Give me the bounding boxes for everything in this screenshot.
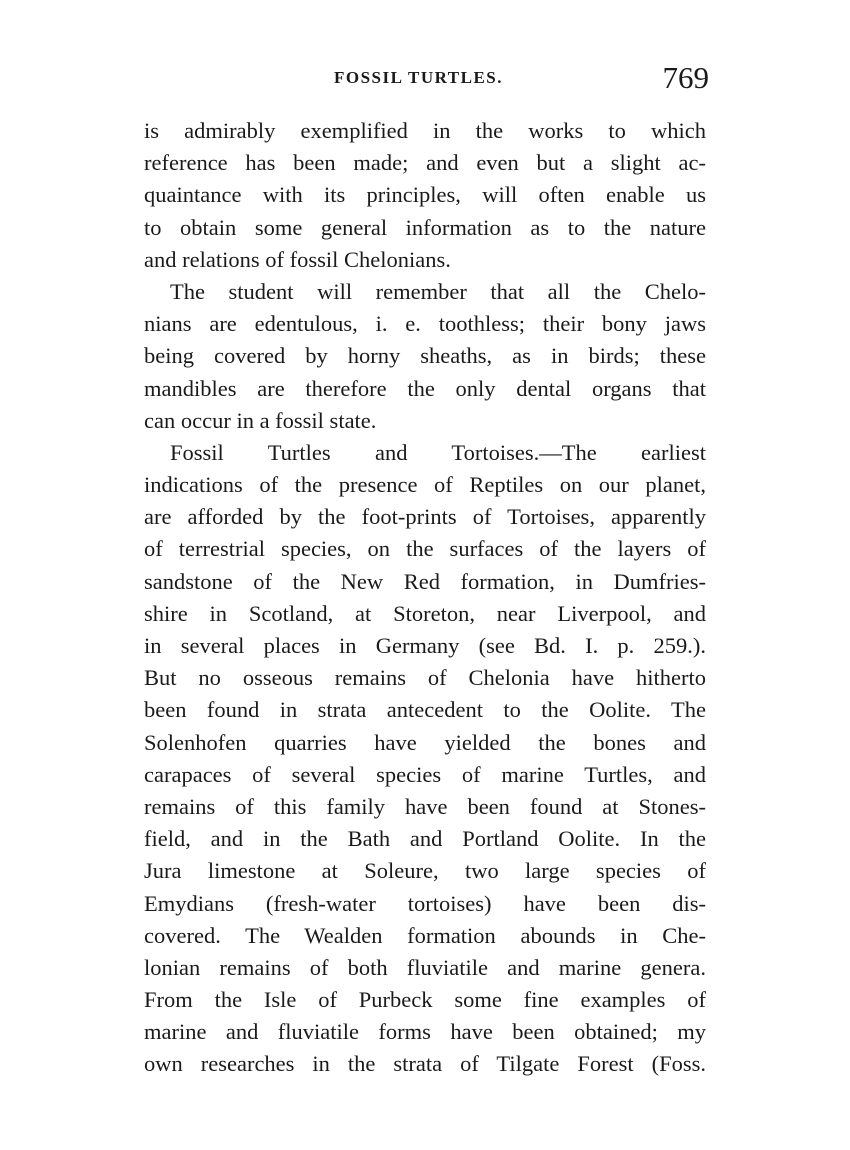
text-line: mandibles are therefore the only dental organs that bbox=[144, 375, 706, 401]
text-line: The student will remember that all the Chelo- bbox=[170, 278, 706, 304]
text-line: Solenhofen quarries have yielded the bones and bbox=[144, 729, 706, 755]
text-line: shire in Scotland, at Storeton, near Liverpool, and bbox=[144, 600, 706, 626]
text-line: to obtain some general information as to the nature bbox=[144, 214, 706, 240]
text-line: own researches in the strata of Tilgate Forest (Foss. bbox=[144, 1051, 706, 1077]
text-line: indications of the presence of Reptiles on our planet, bbox=[144, 472, 706, 498]
text-line: Emydians (fresh-water tortoises) have been dis- bbox=[144, 890, 706, 916]
text-line: From the Isle of Purbeck some fine examples of bbox=[144, 987, 706, 1013]
text-line: are afforded by the foot-prints of Tortoises, apparently bbox=[144, 504, 706, 530]
text-line: quaintance with its principles, will often enable us bbox=[144, 182, 706, 208]
text-line: lonian remains of both fluviatile and marine genera. bbox=[144, 954, 706, 980]
body-text bbox=[144, 115, 706, 1081]
text-line: in several places in Germany (see Bd. I. p. 259.). bbox=[144, 633, 706, 658]
text-line: and relations of fossil Chelonians. bbox=[144, 246, 451, 272]
text-line: been found in strata antecedent to the Oolite. The bbox=[144, 697, 706, 723]
text-line: carapaces of several species of marine Turtles, and bbox=[144, 761, 706, 787]
section-heading-line: Fossil Turtles and Tortoises.—The earliest bbox=[170, 439, 706, 465]
text-line: of terrestrial species, on the surfaces of the layers of bbox=[144, 536, 706, 562]
text-line: being covered by horny sheaths, as in birds; these bbox=[144, 343, 706, 369]
text-line: But no osseous remains of Chelonia have hitherto bbox=[144, 665, 706, 691]
text-line: sandstone of the New Red formation, in Dumfries- bbox=[144, 568, 706, 594]
running-head bbox=[144, 56, 709, 100]
text-line: marine and fluviatile forms have been obtained; my bbox=[144, 1019, 706, 1045]
text-line: remains of this family have been found at Stones- bbox=[144, 793, 706, 819]
text-line: covered. The Wealden formation abounds in Che- bbox=[144, 922, 706, 948]
page-number: 769 bbox=[662, 60, 709, 95]
text-line: can occur in a fossil state. bbox=[144, 407, 377, 433]
text-line: reference has been made; and even but a slight ac- bbox=[144, 150, 706, 176]
text-line: nians are edentulous, i. e. toothless; their bony jaws bbox=[144, 311, 706, 337]
running-title: FOSSIL TURTLES. bbox=[334, 68, 503, 87]
text-line: field, and in the Bath and Portland Oolite. In the bbox=[144, 826, 706, 852]
text-line: Jura limestone at Soleure, two large species of bbox=[144, 858, 706, 884]
text-line: is admirably exemplified in the works to which bbox=[144, 118, 706, 143]
